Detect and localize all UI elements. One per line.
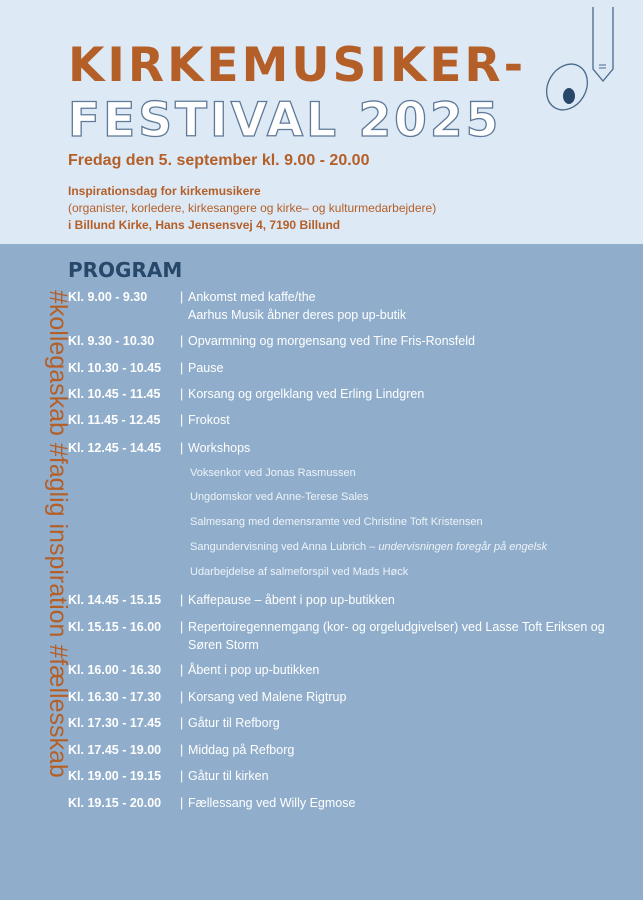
workshop-text: Salmesang med demensramte ved Christine Toft Kristensen [190, 516, 483, 528]
item-desc [188, 714, 608, 732]
program-item [68, 688, 608, 706]
separator: | [180, 796, 184, 810]
subtitle: Inspirationsdag for kirkemusikere [68, 184, 261, 198]
item-time: Kl. 9.30 - 10.30 [68, 334, 155, 348]
item-desc-text: Korsang ved Malene Rigtrup [188, 690, 347, 704]
item-desc-text: Gåtur til Refborg [188, 716, 280, 730]
item-desc [188, 385, 608, 403]
header-panel [0, 0, 643, 244]
item-time: Kl. 14.45 - 15.15 [68, 593, 162, 607]
item-desc [188, 288, 608, 324]
workshop-item [190, 467, 356, 479]
music-note-icon [543, 5, 615, 115]
item-time: Kl. 12.45 - 14.45 [68, 441, 162, 455]
item-desc-text: Frokost [188, 413, 230, 427]
title-line-2: FESTIVAL 2025 [68, 93, 502, 148]
program-item [68, 332, 608, 350]
item-desc-text: Kaffepause – åbent i pop up-butikken [188, 593, 395, 607]
item-desc-text: Repertoiregennemgang (kor- og orgeludgivelser) ved Lasse Toft Eriksen og Søren Storm [188, 620, 605, 652]
item-desc [188, 741, 608, 759]
location: i Billund Kirke, Hans Jensensvej 4, 7190 Billund [68, 218, 341, 232]
workshop-item [190, 541, 547, 553]
item-desc [188, 661, 608, 679]
workshop-note: undervisningen foregår på engelsk [378, 541, 548, 553]
item-desc-text: Korsang og orgelklang ved Erling Lindgren [188, 387, 425, 401]
separator: | [180, 290, 184, 304]
hashtags: #kollegaskab #faglig inspiration #fællesskab [44, 290, 72, 778]
program-item [68, 288, 608, 324]
item-desc [188, 794, 608, 812]
event-info [68, 183, 436, 234]
item-desc [188, 411, 608, 429]
item-time: Kl. 19.15 - 20.00 [68, 796, 162, 810]
program-item [68, 661, 608, 679]
item-time: Kl. 19.00 - 19.15 [68, 769, 162, 783]
separator: | [180, 441, 184, 455]
item-desc-text: Gåtur til kirken [188, 769, 269, 783]
item-desc-extra: Aarhus Musik åbner deres pop up-butik [188, 308, 407, 322]
separator: | [180, 769, 184, 783]
program-item [68, 359, 608, 377]
item-desc-text: Pause [188, 361, 224, 375]
workshop-item [190, 516, 483, 528]
program-item [68, 591, 608, 609]
workshop-text: Voksenkor ved Jonas Rasmussen [190, 467, 356, 479]
audience: (organister, korledere, kirkesangere og kirke– og kulturmedarbejdere) [68, 201, 437, 215]
program-heading: PROGRAM [68, 258, 183, 282]
item-desc [188, 332, 608, 350]
item-time: Kl. 15.15 - 16.00 [68, 620, 162, 634]
program-item [68, 385, 608, 403]
separator: | [180, 743, 184, 757]
item-desc [188, 688, 608, 706]
item-time: Kl. 16.30 - 17.30 [68, 690, 162, 704]
workshop-text: Udarbejdelse af salmeforspil ved Mads Høck [190, 566, 409, 578]
item-desc [188, 618, 608, 654]
program-item [68, 714, 608, 732]
item-desc [188, 439, 608, 457]
item-time: Kl. 10.30 - 10.45 [68, 361, 162, 375]
item-time: Kl. 16.00 - 16.30 [68, 663, 162, 677]
item-desc-text: Ankomst med kaffe/the [188, 290, 316, 304]
title-line-1: KIRKEMUSIKER- [68, 38, 527, 93]
program-item [68, 439, 608, 457]
item-time: Kl. 17.30 - 17.45 [68, 716, 162, 730]
event-date: Fredag den 5. september kl. 9.00 - 20.00 [68, 152, 370, 169]
program-item [68, 618, 608, 654]
program-item [68, 794, 608, 812]
item-time: Kl. 9.00 - 9.30 [68, 290, 148, 304]
workshop-item [190, 566, 408, 578]
separator: | [180, 620, 184, 634]
item-desc-text: Åbent i pop up-butikken [188, 663, 320, 677]
item-desc-text: Workshops [188, 441, 251, 455]
item-time: Kl. 10.45 - 11.45 [68, 387, 161, 401]
separator: | [180, 334, 184, 348]
separator: | [180, 690, 184, 704]
program-item [68, 741, 608, 759]
workshop-item [190, 491, 369, 503]
item-time: Kl. 17.45 - 19.00 [68, 743, 162, 757]
workshop-text: Sangundervisning ved Anna Lubrich – [190, 541, 376, 553]
separator: | [180, 361, 184, 375]
item-desc-text: Fællessang ved Willy Egmose [188, 796, 356, 810]
item-desc-text: Opvarmning og morgensang ved Tine Fris-Ronsfeld [188, 334, 475, 348]
workshop-text: Ungdomskor ved Anne-Terese Sales [190, 491, 369, 503]
item-desc [188, 591, 608, 609]
item-time: Kl. 11.45 - 12.45 [68, 413, 161, 427]
separator: | [180, 413, 184, 427]
program-item [68, 767, 608, 785]
program-item [68, 411, 608, 429]
separator: | [180, 593, 184, 607]
item-desc [188, 767, 608, 785]
separator: | [180, 663, 184, 677]
separator: | [180, 387, 184, 401]
item-desc [188, 359, 608, 377]
separator: | [180, 716, 184, 730]
item-desc-text: Middag på Refborg [188, 743, 295, 757]
